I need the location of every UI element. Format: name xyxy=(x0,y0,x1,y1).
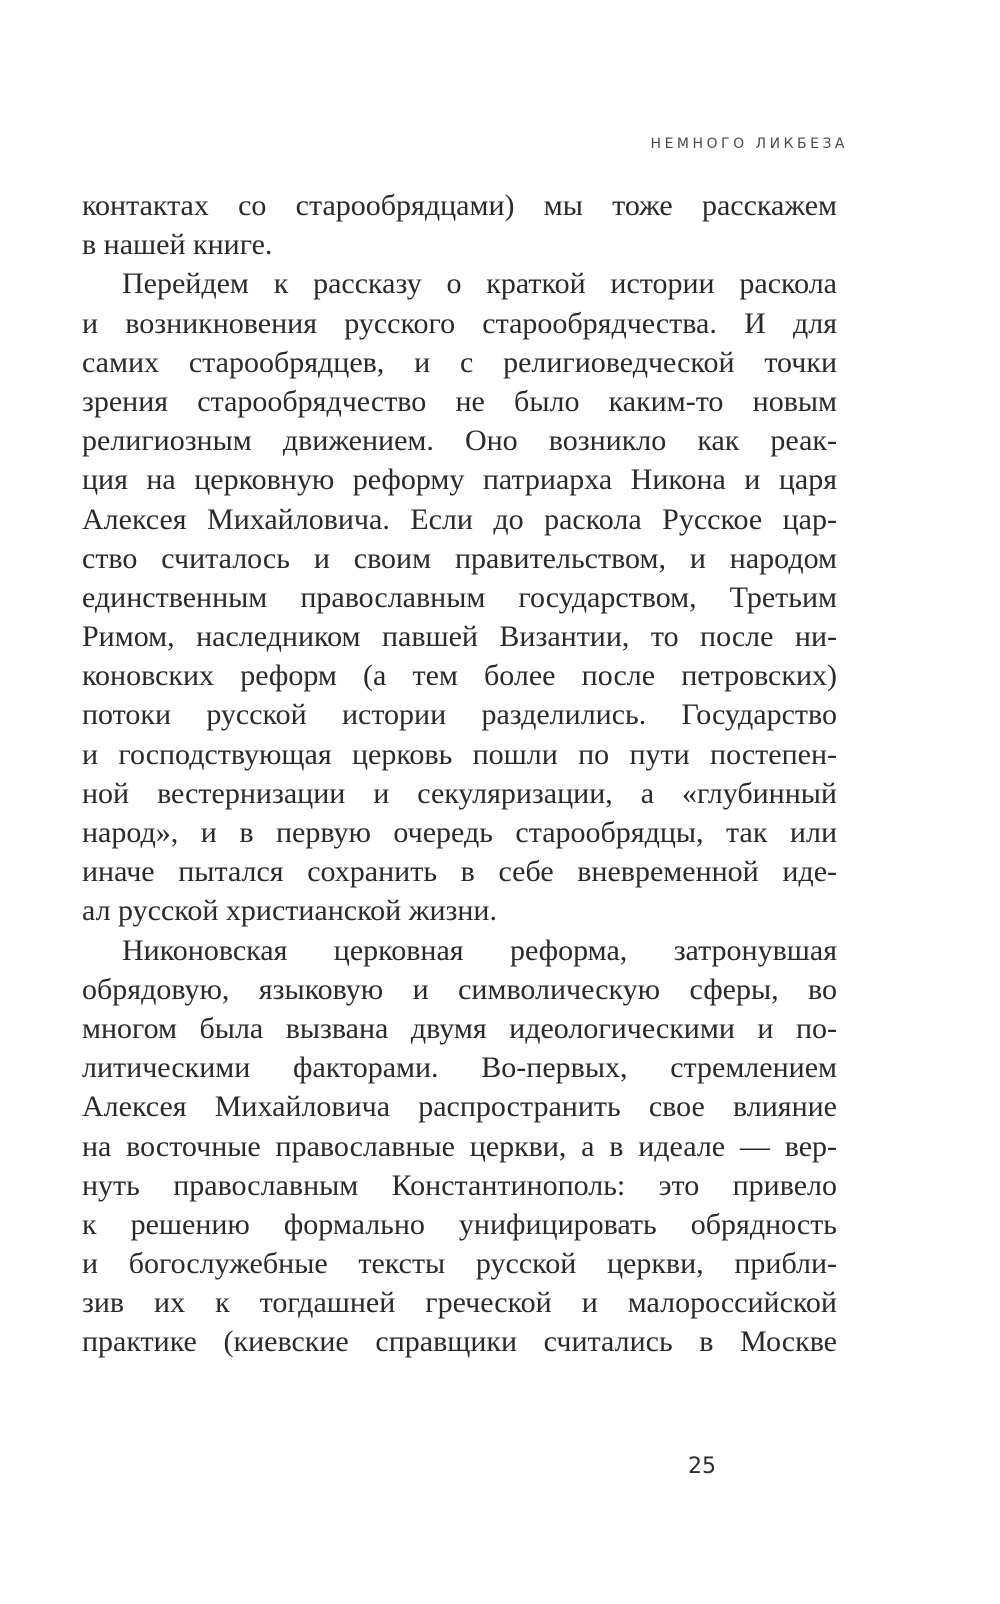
text-line: в нашей книге. xyxy=(82,228,273,262)
text-line: многом была вызвана двумя идеологическими и по- xyxy=(82,1011,837,1045)
text-line: коновских реформ (а тем более после петровских) xyxy=(82,659,837,693)
text-line: к решению формально унифицировать обрядность xyxy=(82,1207,837,1241)
text-line: нуть православным Константинополь: это привело xyxy=(82,1168,837,1202)
text-line: зрения старообрядчество не было каким-то новым xyxy=(82,384,837,418)
text-line: ной вестернизации и секуляризации, а «глубинный xyxy=(82,776,837,810)
page-number: 25 xyxy=(688,1454,716,1479)
text-line: контактах со старообрядцами) мы тоже расскажем xyxy=(82,189,837,222)
text-line: Перейдем к рассказу о краткой истории раскола xyxy=(122,267,837,301)
text-line: Никоновская церковная реформа, затронувшая xyxy=(122,933,837,967)
body-text xyxy=(82,186,837,1362)
text-line: и богослужебные тексты русской церкви, прибли- xyxy=(82,1247,837,1281)
text-line: на восточные православные церкви, а в идеале — вер- xyxy=(82,1129,837,1163)
text-line: ство считалось и своим правительством, и народом xyxy=(82,541,837,575)
text-line: Алексея Михайловича распространить свое влияние xyxy=(82,1090,837,1124)
text-line: и господствующая церковь пошли по пути постепен- xyxy=(82,737,837,771)
text-line: ал русской христианской жизни. xyxy=(82,894,497,928)
text-line: литическими факторами. Во-первых, стремлением xyxy=(82,1051,837,1085)
text-line: иначе пытался сохранить в себе вневременной иде- xyxy=(82,855,837,889)
text-line: Римом, наследником павшей Византии, то после ни- xyxy=(82,620,837,654)
text-line: зив их к тогдашней греческой и малороссийской xyxy=(82,1286,837,1320)
running-header-title: НЕМНОГО ЛИКБЕЗА xyxy=(650,136,848,152)
text-line: единственным православным государством, Третьим xyxy=(82,580,837,614)
text-line: потоки русской истории разделились. Государство xyxy=(82,698,837,732)
text-line: религиозным движением. Оно возникло как реак- xyxy=(82,424,837,458)
text-line: и возникновения русского старообрядчества. И для xyxy=(82,306,837,340)
text-line: народ», и в первую очередь старообрядцы, так или xyxy=(82,816,837,849)
text-line: Алексея Михайловича. Если до раскола Русское цар- xyxy=(82,502,837,536)
text-line: самих старообрядцев, и с религиоведческой точки xyxy=(82,345,837,379)
text-line: практике (киевские справщики считались в Москве xyxy=(82,1325,837,1359)
text-line: обрядовую, языковую и символическую сферы, во xyxy=(82,972,837,1006)
text-line: ция на церковную реформу патриарха Никона и царя xyxy=(82,463,837,497)
